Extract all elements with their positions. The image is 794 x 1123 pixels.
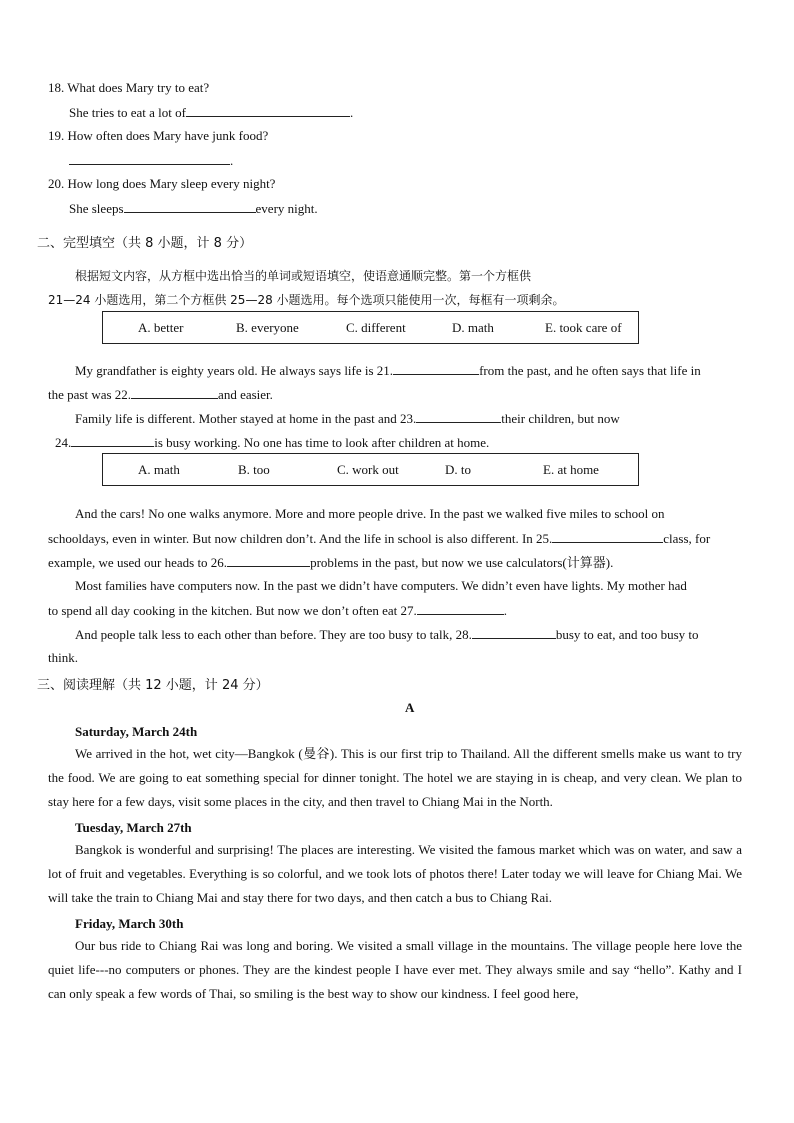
passage-text: from the past, and he often says that life in <box>479 363 701 378</box>
passage-text: 24. <box>55 435 72 450</box>
word-option: C. different <box>346 320 406 335</box>
answer-18-prefix: She tries to eat a lot of <box>69 105 186 120</box>
passage-line: And the cars! No one walks anymore. More and more people drive. In the past we walked five miles to school on <box>75 506 665 521</box>
passage-text: example, we used our heads to 26. <box>48 555 228 570</box>
answer-20 <box>69 200 318 217</box>
word-option: E. took care of <box>545 320 622 335</box>
word-option: E. at home <box>543 462 599 477</box>
passage-text: Family life is different. Mother stayed at home in the past and 23. <box>75 411 417 426</box>
passage-line: Most families have computers now. In the past we didn’t have computers. We didn’t even have lights. My mother had <box>75 578 687 593</box>
diary-entry-2 <box>48 838 742 910</box>
passage-label: A <box>405 700 415 715</box>
passage-text: busy to eat, and too busy to <box>555 627 699 642</box>
blank-25[interactable] <box>552 530 663 543</box>
passage-line: think. <box>48 650 78 665</box>
blank-26[interactable] <box>227 554 310 567</box>
blank-18[interactable] <box>186 104 350 117</box>
blank-24[interactable] <box>71 434 154 447</box>
passage-line <box>75 410 620 427</box>
passage-line <box>48 554 613 571</box>
answer-20-suffix: every night. <box>255 201 318 216</box>
passage-line <box>48 386 273 403</box>
passage-text: and easier. <box>218 387 273 402</box>
word-option: A. better <box>138 320 184 335</box>
diary-text: Bangkok is wonderful and surprising! The places are interesting. We visited the famous market which was on water, and saw a lot of fruit and vegetables. Everything is so colorful, and we took lots of photos there! Later today we will leave for Chiang Mai. We will take the train to Chiang Mai and stay there for two days, and then catch a bus to Chiang Rai. <box>48 842 742 905</box>
blank-20[interactable] <box>124 200 256 213</box>
diary-text: Our bus ride to Chiang Rai was long and boring. We visited a small village in the mountains. The village people here love the quiet life---no computers or phones. They are the kindest people I have ever met. They always smile and say “hello”. Kathy and I can only speak a few words of Thai, so smiling is the best way to show our kindness. I feel good here, <box>48 938 742 1001</box>
blank-22[interactable] <box>131 386 218 399</box>
passage-text: problems in the past, but now we use calculators(计算器). <box>310 555 614 570</box>
diary-heading-1: Saturday, March 24th <box>75 724 198 739</box>
answer-18-suffix: . <box>349 105 354 120</box>
passage-text: My grandfather is eighty years old. He always says life is 21. <box>75 363 394 378</box>
blank-21[interactable] <box>393 362 479 375</box>
word-option: B. too <box>238 462 270 477</box>
word-box-1 <box>102 311 639 344</box>
word-option: C. work out <box>337 462 399 477</box>
word-option: B. everyone <box>236 320 299 335</box>
blank-27[interactable] <box>417 602 504 615</box>
passage-text: And people talk less to each other than before. They are too busy to talk, 28. <box>75 627 472 642</box>
blank-23[interactable] <box>416 410 501 423</box>
answer-19-suffix: . <box>230 153 234 168</box>
section-2-title: 二、完型填空（共 8 小题，计 8 分） <box>37 236 253 251</box>
passage-text: is busy working. No one has time to look after children at home. <box>154 435 490 450</box>
passage-text: the past was 22. <box>48 387 132 402</box>
answer-20-prefix: She sleeps <box>69 201 124 216</box>
blank-19[interactable] <box>69 152 230 165</box>
instruction-line-1: 根据短文内容，从方框中选出恰当的单词或短语填空，使语意通顺完整。第一个方框供 <box>75 269 532 283</box>
question-19: 19. How often does Mary have junk food? <box>48 128 269 143</box>
blank-28[interactable] <box>472 626 556 639</box>
passage-text: to spend all day cooking in the kitchen. But now we don’t often eat 27. <box>48 603 417 618</box>
diary-entry-1 <box>48 742 742 814</box>
passage-text: schooldays, even in winter. But now children don’t. And the life in school is also different. In 25. <box>48 531 553 546</box>
passage-text: their children, but now <box>501 411 620 426</box>
diary-heading-3: Friday, March 30th <box>75 916 184 931</box>
word-option: A. math <box>138 462 180 477</box>
diary-text: We arrived in the hot, wet city—Bangkok (曼谷). This is our first trip to Thailand. All the different smells make us want to try the food. We are going to eat something special for dinner tonight. The hotel we are staying in is cheap, and very clean. We plan to stay here for a few days, visit some places in the city, and then travel to Chiang Mai in the North. <box>48 746 742 809</box>
diary-heading-2: Tuesday, March 27th <box>75 820 192 835</box>
passage-text: . <box>503 603 507 618</box>
instruction-line-2: 21—24 小题选用，第二个方框供 25—28 小题选用。每个选项只能使用一次，每框有一项剩余。 <box>48 293 565 307</box>
passage-text: class, for <box>663 531 711 546</box>
word-option: D. to <box>445 462 471 477</box>
passage-line <box>48 530 710 547</box>
passage-line <box>75 362 701 379</box>
question-20: 20. How long does Mary sleep every night? <box>48 176 276 191</box>
question-18: 18. What does Mary try to eat? <box>48 80 210 95</box>
passage-line <box>75 626 699 643</box>
word-option: D. math <box>452 320 494 335</box>
passage-line <box>55 434 489 451</box>
answer-18 <box>69 104 353 121</box>
diary-entry-3 <box>48 934 742 1006</box>
word-box-2 <box>102 453 639 486</box>
passage-line <box>48 602 507 619</box>
section-3-title: 三、阅读理解（共 12 小题，计 24 分） <box>37 678 269 693</box>
answer-19 <box>69 152 233 169</box>
